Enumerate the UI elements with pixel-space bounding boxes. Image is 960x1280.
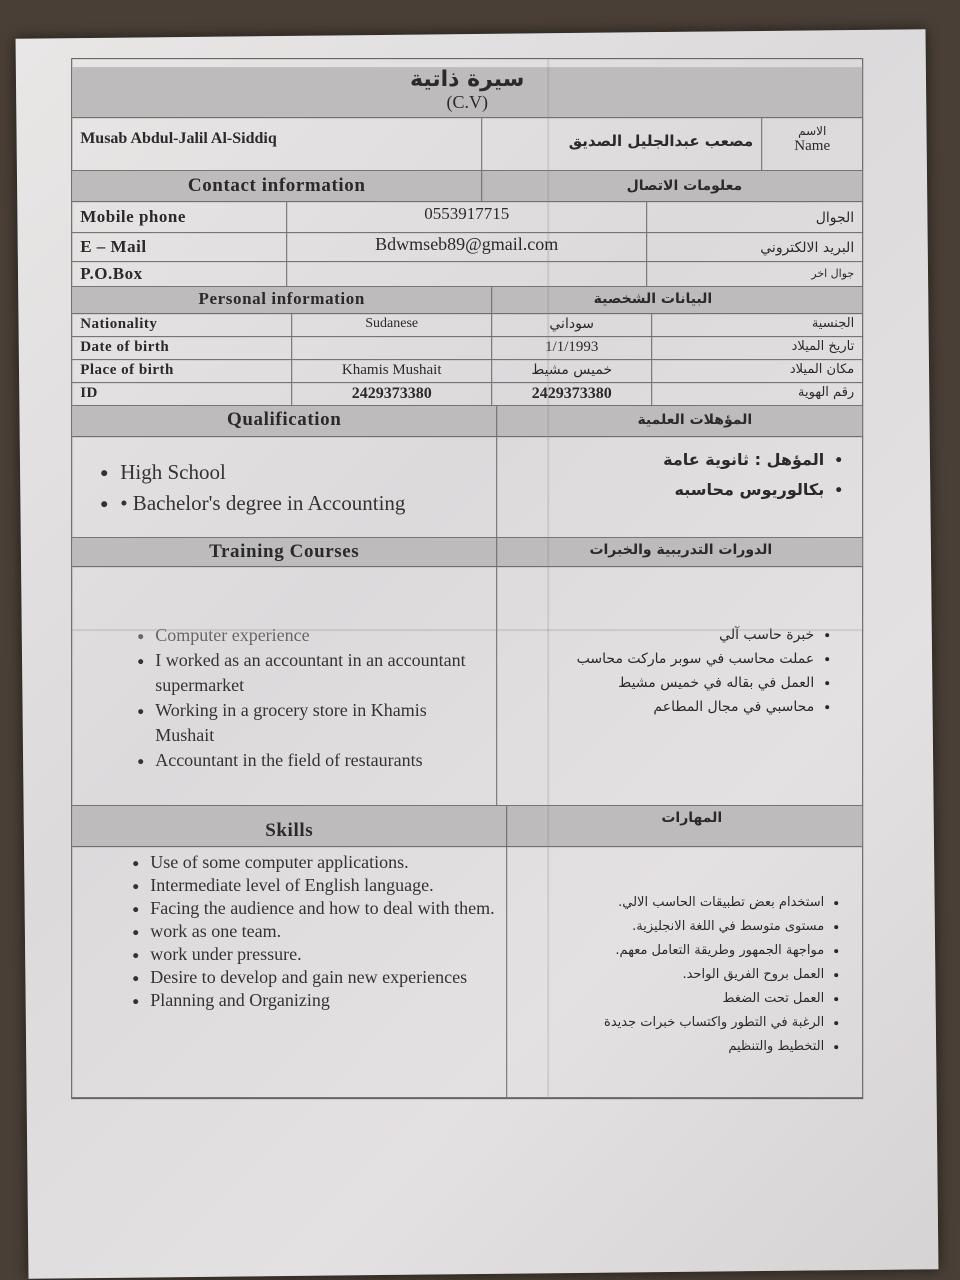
personal-row-pob xyxy=(72,360,862,383)
qualification-heading-row xyxy=(72,406,862,437)
skills-heading-english: Skills xyxy=(72,806,507,846)
mobile-label: Mobile phone xyxy=(72,202,287,232)
list-item: • مواجهة الجمهور وطريقة التعامل معهم. xyxy=(515,939,824,963)
training-heading-row xyxy=(72,538,862,567)
list-item: • Facing the audience and how to deal with them. xyxy=(150,897,498,920)
personal-value-arabic: 1/1/1993 xyxy=(492,337,652,359)
skills-list-english-cell xyxy=(72,847,507,1097)
list-item: • Intermediate level of English language. xyxy=(150,874,498,897)
skills-list-arabic-cell xyxy=(507,847,862,1097)
training-heading-arabic: الدورات التدريبية والخبرات xyxy=(589,542,773,559)
pobox-value xyxy=(287,262,647,286)
list-item: • work as one team. xyxy=(150,920,498,943)
fold-crease-horizontal xyxy=(72,629,862,631)
personal-label-arabic: رقم الهوية xyxy=(798,385,855,401)
personal-value-arabic: سوداني xyxy=(492,314,652,336)
personal-label-arabic: تاريخ الميلاد xyxy=(791,339,855,355)
mobile-row xyxy=(72,202,862,233)
name-row xyxy=(72,118,862,171)
list-item: • الرغبة في التطور واكتساب خبرات جديدة xyxy=(515,1011,824,1035)
personal-value-arabic: 2429373380 xyxy=(492,383,652,405)
list-item: • High School xyxy=(120,457,488,488)
personal-value-english xyxy=(292,337,492,359)
contact-heading-english: Contact information xyxy=(72,171,482,201)
training-heading-english: Training Courses xyxy=(72,538,497,566)
personal-label: ID xyxy=(72,383,292,405)
list-item: • محاسبي في مجال المطاعم xyxy=(505,695,814,719)
list-item: • Working in a grocery store in Khamis Mushait xyxy=(155,698,488,748)
personal-value-english: Khamis Mushait xyxy=(292,360,492,382)
list-item: • Desire to develop and gain new experiences xyxy=(150,966,498,989)
name-arabic: مصعب عبدالجليل الصديق xyxy=(482,118,762,170)
training-body-row xyxy=(72,567,862,806)
list-item: • استخدام بعض تطبيقات الحاسب الالي. xyxy=(515,891,824,915)
personal-row-id xyxy=(72,383,862,406)
name-label xyxy=(762,118,862,170)
personal-heading-english: Personal information xyxy=(72,287,492,313)
skills-heading-row xyxy=(72,806,862,847)
cv-title-block xyxy=(72,67,862,118)
list-item: • العمل تحت الضغط xyxy=(515,987,824,1011)
email-label-arabic: البريد الالكتروني xyxy=(760,240,855,257)
training-list-arabic xyxy=(505,623,854,719)
personal-label-arabic: مكان الميلاد xyxy=(789,362,855,378)
skills-heading-arabic: المهارات xyxy=(661,810,723,827)
personal-row-nationality xyxy=(72,314,862,337)
list-item: • خبرة حاسب آلي xyxy=(505,623,814,647)
qualification-list-arabic xyxy=(505,445,854,505)
qualification-list-english xyxy=(80,457,488,519)
list-item: • المؤهل : ثانوية عامة xyxy=(505,445,824,475)
personal-heading-row xyxy=(72,287,862,314)
list-item: • عملت محاسب في سوبر ماركت محاسب xyxy=(505,647,814,671)
skills-body-row xyxy=(72,847,862,1098)
qualification-heading-english: Qualification xyxy=(72,406,497,436)
pobox-label-arabic: جوال اخر xyxy=(811,267,855,281)
skills-list-arabic xyxy=(515,891,854,1059)
list-item: • I worked as an accountant in an accountant supermarket xyxy=(155,648,488,698)
contact-heading-row xyxy=(72,171,862,202)
personal-value-english: Sudanese xyxy=(292,314,492,336)
qualification-list-english-cell xyxy=(72,437,497,537)
list-item: • Planning and Organizing xyxy=(150,989,498,1012)
name-label-arabic: الاسم xyxy=(798,124,827,139)
list-item: • التخطيط والتنظيم xyxy=(515,1035,824,1059)
list-item: • بكالوريوس محاسبه xyxy=(505,475,824,505)
personal-label: Nationality xyxy=(72,314,292,336)
title-arabic: سيرة ذاتية xyxy=(410,67,525,93)
training-list-english-cell xyxy=(72,567,497,805)
list-item: • Use of some computer applications. xyxy=(150,851,498,874)
personal-label-arabic: الجنسية xyxy=(811,316,855,332)
email-label: E – Mail xyxy=(72,233,287,261)
contact-heading-arabic: معلومات الاتصال xyxy=(626,178,743,195)
personal-label: Date of birth xyxy=(72,337,292,359)
name-english: Musab Abdul-Jalil Al-Siddiq xyxy=(72,118,482,170)
list-item: • مستوى متوسط في اللغة الانجليزية. xyxy=(515,915,824,939)
mobile-value: 0553917715 xyxy=(287,202,647,232)
list-item: • العمل بروح الفريق الواحد. xyxy=(515,963,824,987)
list-item: • Accountant in the field of restaurants xyxy=(155,748,488,773)
personal-row-dob xyxy=(72,337,862,360)
email-row xyxy=(72,233,862,262)
mobile-label-arabic: الجوال xyxy=(815,210,855,227)
skills-list-english xyxy=(80,851,498,1012)
personal-label: Place of birth xyxy=(72,360,292,382)
email-value: Bdwmseb89@gmail.com xyxy=(287,233,647,261)
personal-value-english: 2429373380 xyxy=(292,383,492,405)
name-label-english: Name xyxy=(794,138,831,155)
fold-crease-vertical xyxy=(547,59,549,1098)
pobox-row xyxy=(72,262,862,287)
title-english: (C.V) xyxy=(446,92,488,113)
training-list-arabic-cell xyxy=(497,567,862,805)
qualification-list-arabic-cell xyxy=(497,437,862,537)
qualification-heading-arabic: المؤهلات العلمية xyxy=(637,412,753,429)
paper-sheet xyxy=(16,29,939,1278)
pobox-label: P.O.Box xyxy=(72,262,287,286)
list-item: • العمل في بقاله في خميس مشيط xyxy=(505,671,814,695)
list-item: • Computer experience xyxy=(155,623,488,648)
training-list-english xyxy=(80,623,488,773)
personal-heading-arabic: البيانات الشخصية xyxy=(593,291,713,308)
personal-value-arabic: خميس مشيط xyxy=(492,360,652,382)
list-item: • • Bachelor's degree in Accounting xyxy=(120,488,488,519)
qualification-body-row xyxy=(72,437,862,538)
cv-document xyxy=(71,58,863,1099)
list-item: • work under pressure. xyxy=(150,943,498,966)
